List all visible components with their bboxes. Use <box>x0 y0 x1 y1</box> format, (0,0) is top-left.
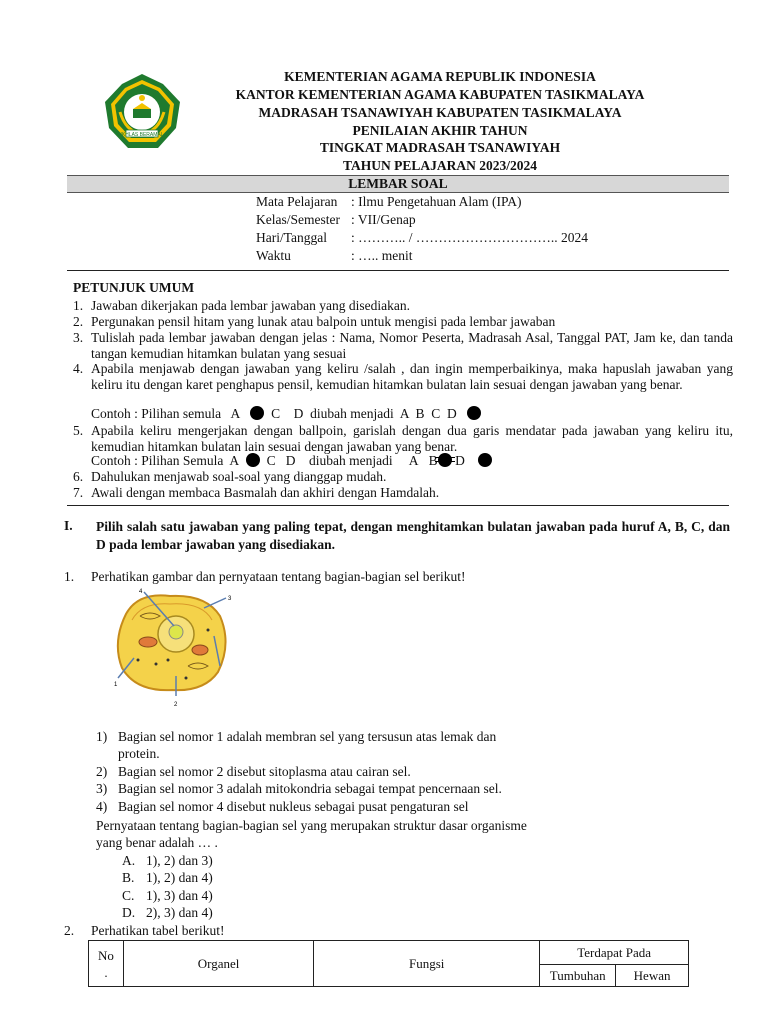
info-class: Kelas/Semester : VII/Genap <box>256 212 416 227</box>
info-time: Waktu : ….. menit <box>256 248 413 263</box>
header-line-1: KEMENTERIAN AGAMA REPUBLIK INDONESIA <box>284 69 596 84</box>
cell-diagram <box>108 586 238 708</box>
petunjuk-item-1: 1. Jawaban dikerjakan pada lembar jawaban yang disediakan. <box>73 298 410 313</box>
q2-number: 2. <box>64 923 75 938</box>
svg-text:1: 1 <box>114 682 118 688</box>
table-header-hewan: Hewan <box>616 965 689 987</box>
q1-option-d-letter[interactable]: D. <box>122 905 136 920</box>
q1-option-a-letter[interactable]: A. <box>122 853 136 868</box>
q1-option-b[interactable]: 1), 2) dan 4) <box>146 870 213 885</box>
svg-text:4: 4 <box>139 589 143 595</box>
petunjuk-item-7: 7. Awali dengan membaca Basmalah dan akhiri dengan Hamdalah. <box>73 485 440 500</box>
q1-option-c[interactable]: 1), 3) dan 4) <box>146 888 213 903</box>
info-subject: Mata Pelajaran : Ilmu Pengetahuan Alam (IPA) <box>256 194 522 209</box>
q1-statement-1: Bagian sel nomor 1 adalah membran sel yang tersusun atas lemak dan <box>118 729 497 744</box>
petunjuk-title: PETUNJUK UMUM <box>73 280 195 295</box>
q1-statement-2-num: 2) <box>96 764 108 779</box>
q1-stem: Perhatikan gambar dan pernyataan tentang bagian-bagian sel berikut! <box>91 569 466 584</box>
filled-bubble <box>250 406 264 420</box>
table-header-fungsi: Fungsi <box>314 941 540 987</box>
filled-bubble <box>246 453 260 467</box>
q1-statement-2: Bagian sel nomor 2 disebut sitoplasma atau cairan sel. <box>118 764 411 779</box>
header-line-5: TINGKAT MADRASAH TSANAWIYAH <box>319 140 561 155</box>
table-header-organel: Organel <box>123 941 313 987</box>
sheet-title-bar: LEMBAR SOAL <box>67 175 729 193</box>
q1-statement-4-num: 4) <box>96 799 108 814</box>
section-instruction: Pilih salah satu jawaban yang paling tepat, dengan menghitamkan bulatan jawaban pada huruf A, B, C, dan D pada lembar jawaban yang disediakan. <box>96 519 730 552</box>
svg-text:3: 3 <box>228 596 232 602</box>
filled-bubble <box>467 406 481 420</box>
petunjuk-item-5: 5. Apabila keliru mengerjakan dengan ballpoin, garislah dengan dua garis mendatar pada jawaban yang keliru itu, kemudian hitamkan bulatan lain sesuai dengan jawaban yang benar. <box>73 423 733 454</box>
q1-statement-3: Bagian sel nomor 3 adalah mitokondria sebagai tempat pencernaan sel. <box>118 781 502 796</box>
header-line-2: KANTOR KEMENTERIAN AGAMA KABUPATEN TASIKMALAYA <box>235 87 645 102</box>
q1-option-c-letter[interactable]: C. <box>122 888 135 903</box>
organelle-table <box>88 940 689 987</box>
q1-question-line-1: Pernyataan tentang bagian-bagian sel yang merupakan struktur dasar organisme <box>96 818 527 833</box>
petunjuk-item-2: 2. Pergunakan pensil hitam yang lunak atau balpoin untuk mengisi pada lembar jawaban <box>73 314 556 329</box>
example-5: Contoh : Pilihan Semula A C D diubah menjadi A B D <box>91 453 492 469</box>
header-line-6: TAHUN PELAJARAN 2023/2024 <box>342 158 537 173</box>
q1-statement-4: Bagian sel nomor 4 disebut nukleus sebagai pusat pengaturan sel <box>118 799 469 814</box>
q1-option-a[interactable]: 1), 2) dan 3) <box>146 853 213 868</box>
petunjuk-item-4: 4. Apabila menjawab dengan jawaban yang keliru /salah , dan ingin memperbaikinya, maka hapuslah jawaban yang keliru itu dengan karet penghapus pensil, kemudian hitamkan bulatan lain sesuai dengan jawaban yang benar. <box>73 361 733 392</box>
petunjuk-item-6: 6. Dahulukan menjawab soal-soal yang dianggap mudah. <box>73 469 387 484</box>
filled-bubble <box>478 453 492 467</box>
q1-statement-3-num: 3) <box>96 781 108 796</box>
crossed-bubble <box>438 453 452 467</box>
q1-option-d[interactable]: 2), 3) dan 4) <box>146 905 213 920</box>
table-header-terdapat: Terdapat Pada <box>540 941 689 965</box>
divider <box>67 270 729 271</box>
table-header-tumbuhan: Tumbuhan <box>540 965 616 987</box>
q1-question-line-2: yang benar adalah … . <box>96 835 218 850</box>
q2-stem: Perhatikan tabel berikut! <box>91 923 225 938</box>
q1-statement-1-cont: protein. <box>118 746 160 761</box>
header-line-4: PENILAIAN AKHIR TAHUN <box>352 123 528 138</box>
q1-statement-1-num: 1) <box>96 729 108 744</box>
header-line-3: MADRASAH TSANAWIYAH KABUPATEN TASIKMALAYA <box>258 105 622 120</box>
q1-number: 1. <box>64 569 75 584</box>
svg-text:2: 2 <box>174 702 178 708</box>
table-header-no: No . <box>89 941 124 987</box>
petunjuk-item-3: 3. Tulislah pada lembar jawaban dengan jelas : Nama, Nomor Peserta, Madrasah Asal, Tanggal PAT, Jam ke, dan tanda tangan kemudian hitamkan bulatan yang sesuai <box>73 330 733 361</box>
divider-2 <box>67 505 729 506</box>
info-date: Hari/Tanggal : ……….. / ………………………….. 2024 <box>256 230 589 245</box>
example-4: Contoh : Pilihan semula A C D diubah menjadi A B C D <box>91 406 481 422</box>
q1-option-b-letter[interactable]: B. <box>122 870 135 885</box>
section-number: I. <box>64 518 73 533</box>
svg-text:IKHLAS BERAMAL: IKHLAS BERAMAL <box>120 132 164 138</box>
